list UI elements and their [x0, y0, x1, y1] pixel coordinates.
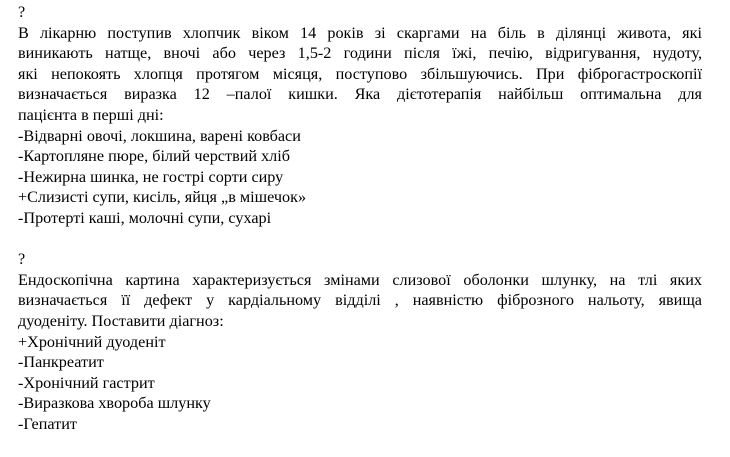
question-text-line: В лікарню поступив хлопчик віком 14 років зі скаргами на біль в ділянці живота, які	[18, 23, 702, 42]
answer-option: -Виразкова хвороба шлунку	[18, 394, 211, 413]
question-text-line: визначається її дефект у кардіальному відділі , наявністю фіброзного нальоту, явища	[18, 291, 702, 310]
question-text-line: Ендоскопічна картина характеризується змінами слизової оболонки шлунку, на тлі яких	[18, 270, 702, 289]
answer-option: -Протерті каші, молочні супи, сухарі	[18, 208, 272, 227]
answer-option-correct: +Слизисті супи, кисіль, яйця „в мішечок»	[18, 188, 307, 207]
question-block	[18, 2, 702, 229]
answer-option: -Хронічний гастрит	[18, 373, 155, 392]
question-text-line: визначається виразка 12 –палої кишки. Яка дієтотерапія найбільш оптимальна для	[18, 85, 702, 104]
question-block	[18, 249, 702, 434]
answer-option-correct: +Хронічний дуоденіт	[18, 332, 166, 351]
question-text-line: пацієнта в перші дні:	[18, 105, 164, 124]
blank-line	[18, 229, 702, 250]
question-marker: ?	[18, 250, 26, 269]
answer-option: -Картопляне пюре, білий черствий хліб	[18, 147, 290, 166]
answer-option: -Панкреатит	[18, 353, 104, 372]
question-text-line: дуоденіту. Поставити діагноз:	[18, 311, 224, 330]
answer-option: -Нежирна шинка, не гострі сорти сиру	[18, 167, 284, 186]
answer-option: -Відварні овочі, локшина, варені ковбаси	[18, 126, 301, 145]
document-body	[18, 2, 702, 434]
answer-option: -Гепатит	[18, 414, 77, 433]
question-text-line: виникають натще, вночі або через 1,5-2 години після їжі, печію, відригування, нудоту,	[18, 44, 702, 63]
question-marker: ?	[18, 3, 26, 21]
question-text-line: які непокоять хлопця протягом місяця, поступово збільшуючись. При фіброгастроскопії	[18, 64, 702, 83]
